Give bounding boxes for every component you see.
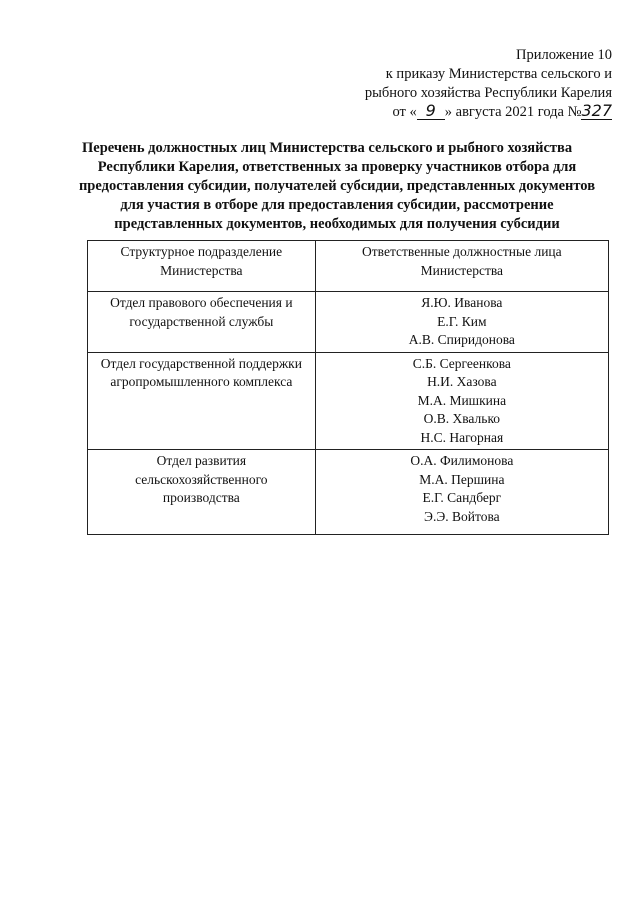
- header-text: Министерства: [160, 262, 243, 278]
- title-line: для участия в отборе для предоставления субсидии, рассмотрение: [120, 197, 554, 213]
- table-row: [88, 292, 609, 353]
- title-line: представленных документов, необходимых для получения субсидии: [114, 216, 560, 232]
- appendix-number: Приложение 10: [516, 47, 612, 63]
- official-name: Я.Ю. Иванова: [421, 295, 503, 310]
- department-text: сельскохозяйственного: [135, 471, 268, 487]
- title-line: предоставления субсидии, получателей субсидии, представленных документов: [78, 178, 596, 194]
- header-text: Структурное подразделение: [120, 244, 283, 259]
- officials-cell: [315, 292, 608, 353]
- official-name: Н.И. Хазова: [427, 374, 497, 389]
- order-reference-line: к приказу Министерства сельского и: [385, 66, 612, 82]
- official-name: М.А. Першина: [419, 471, 505, 487]
- handwritten-day: 9: [417, 103, 445, 120]
- department-cell: [88, 292, 316, 353]
- department-cell: [88, 450, 316, 535]
- table-header-row: [88, 241, 609, 292]
- department-text: агропромышленного комплекса: [110, 374, 293, 389]
- date-prefix: от «: [392, 104, 417, 120]
- official-name: А.В. Спиридонова: [408, 332, 515, 347]
- document-title: [62, 139, 612, 234]
- appendix-header: [365, 46, 612, 122]
- official-name: М.А. Мишкина: [417, 392, 507, 408]
- official-name: Е.Г. Ким: [437, 313, 487, 329]
- department-text: Отдел развития: [156, 453, 247, 468]
- header-text: Ответственные должностные лица: [362, 244, 562, 259]
- official-name: О.А. Филимонова: [410, 453, 514, 468]
- order-date-line: [365, 103, 612, 122]
- date-middle: » августа 2021 года №: [444, 104, 582, 120]
- header-text: Министерства: [420, 262, 504, 278]
- officials-cell: [315, 450, 608, 535]
- department-text: Отдел правового обеспечения и: [110, 295, 293, 310]
- department-cell: [88, 352, 316, 450]
- official-name: О.В. Хвалько: [423, 411, 501, 426]
- ministry-name-line: рыбного хозяйства Республики Карелия: [364, 85, 612, 101]
- officials-cell: [315, 352, 608, 450]
- officials-table: [87, 240, 609, 535]
- column-header-officials: [315, 241, 608, 292]
- official-name: Н.С. Нагорная: [420, 429, 504, 445]
- title-line: Республики Карелия, ответственных за проверку участников отбора для: [97, 159, 577, 175]
- department-text: Отдел государственной поддержки: [100, 355, 302, 371]
- department-text: производства: [162, 490, 240, 505]
- handwritten-order-number: 327: [581, 101, 612, 120]
- column-header-department: [88, 241, 316, 292]
- table-row: [88, 450, 609, 535]
- table-row: [88, 352, 609, 450]
- official-name: Э.Э. Войтова: [424, 508, 500, 524]
- official-name: С.Б. Сергеенкова: [412, 355, 511, 371]
- title-line: Перечень должностных лиц Министерства сельского и рыбного хозяйства: [82, 140, 573, 156]
- department-text: государственной службы: [129, 313, 274, 329]
- official-name: Е.Г. Сандберг: [422, 490, 502, 505]
